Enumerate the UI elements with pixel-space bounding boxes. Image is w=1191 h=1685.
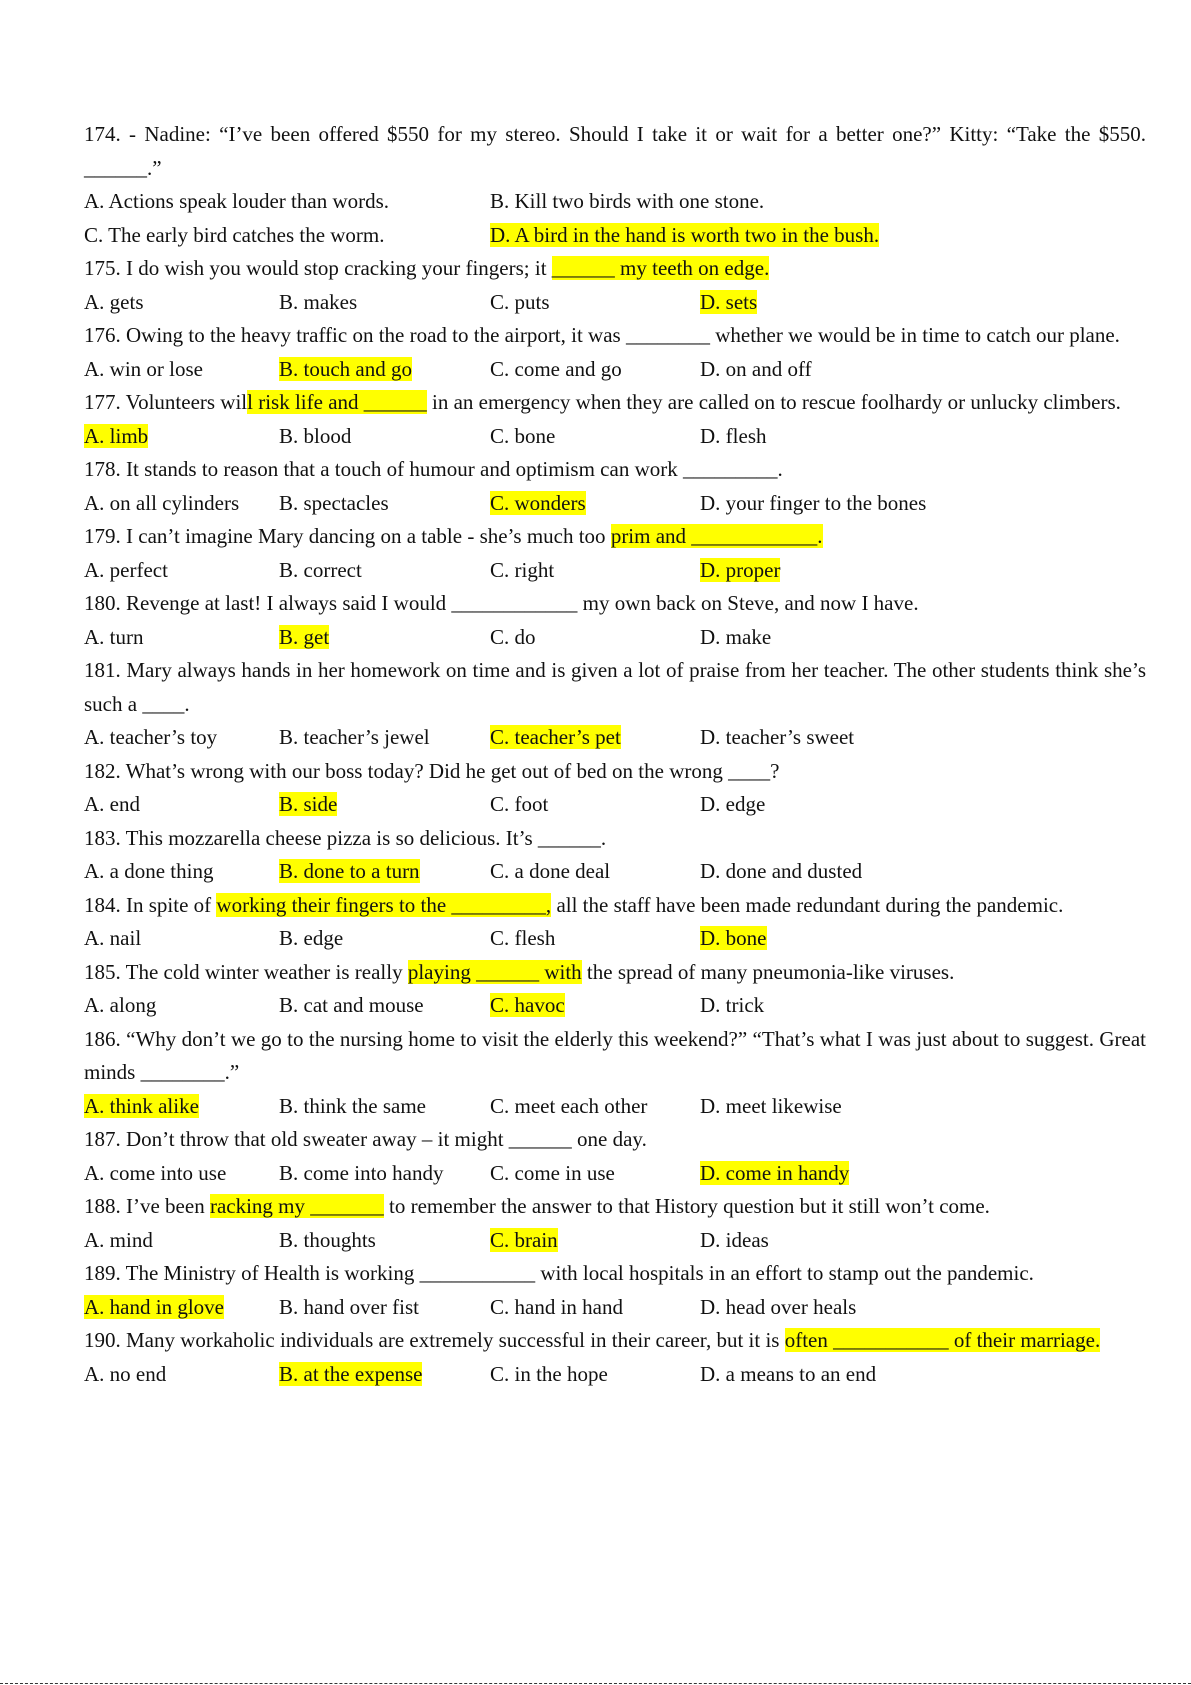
highlighted-phrase: playing ______ with — [407, 959, 582, 984]
option-d: D. edge — [700, 792, 766, 816]
option-d: D. your finger to the bones — [700, 490, 927, 515]
option-b-answer: B. side — [279, 792, 338, 816]
options-177 — [84, 420, 1146, 454]
option-c-answer: C. wonders — [490, 490, 586, 515]
option-d: D. ideas — [700, 1227, 769, 1252]
option-c: C. come in use — [490, 1160, 615, 1185]
worksheet-page — [84, 118, 1146, 1391]
option-b: B. spectacles — [279, 490, 389, 515]
options-190 — [84, 1358, 1146, 1392]
question-175 — [84, 252, 1146, 286]
highlighted-phrase: working their fingers to the _________, — [216, 892, 552, 917]
options-179 — [84, 554, 1146, 588]
highlighted-phrase: racking my _______ — [209, 1194, 384, 1218]
question-text: 183. This mozzarella cheese pizza is so delicious. It’s ______. — [84, 825, 607, 850]
option-a: A. on all cylinders — [84, 490, 240, 515]
question-text: 176. Owing to the heavy traffic on the road to the airport, it was ________ whether we would be in time to catch our plane. — [84, 323, 1120, 347]
option-d: D. head over heals — [700, 1294, 857, 1319]
option-c: C. flesh — [490, 926, 556, 950]
option-b: B. think the same — [279, 1093, 426, 1118]
options-187 — [84, 1157, 1146, 1191]
option-d: D. done and dusted — [700, 859, 863, 883]
option-d: D. flesh — [700, 423, 767, 448]
question-text-end: in an emergency when they are called on to rescue foolhardy or unlucky climbers. — [426, 390, 1121, 414]
option-a-answer: A. think alike — [84, 1093, 199, 1118]
question-text: 187. Don’t throw that old sweater away – it might ______ one day. — [84, 1127, 647, 1151]
option-a: A. turn — [84, 624, 144, 649]
option-a: A. perfect — [84, 557, 168, 582]
option-a: A. come into use — [84, 1160, 227, 1185]
option-a: A. gets — [84, 289, 144, 314]
option-b-answer: B. at the expense — [279, 1361, 423, 1386]
options-184 — [84, 922, 1146, 956]
question-text: 175. I do wish you would stop cracking your fingers; it — [84, 256, 552, 280]
option-c: C. right — [490, 557, 555, 582]
question-text: 178. It stands to reason that a touch of humour and optimism can work _________. — [84, 457, 783, 481]
option-b: B. thoughts — [279, 1227, 376, 1252]
option-a: A. nail — [84, 926, 142, 950]
option-d-answer: D. bone — [700, 926, 767, 950]
question-187 — [84, 1123, 1146, 1157]
option-c-answer: C. brain — [490, 1227, 558, 1252]
option-b: B. blood — [279, 423, 352, 448]
options-180 — [84, 621, 1146, 655]
question-176 — [84, 319, 1146, 353]
question-188 — [84, 1190, 1146, 1224]
option-c: C. puts — [490, 289, 550, 314]
option-d: D. trick — [700, 993, 765, 1017]
option-d: D. a means to an end — [700, 1361, 877, 1386]
question-184 — [84, 889, 1146, 923]
question-text: 179. I can’t imagine Mary dancing on a table - she’s much too — [84, 524, 611, 548]
option-d: D. teacher’s sweet — [700, 725, 855, 749]
option-b: B. teacher’s jewel — [279, 725, 430, 749]
options-182 — [84, 788, 1146, 822]
options-185 — [84, 989, 1146, 1023]
highlighted-phrase: often ___________ of their marriage. — [784, 1328, 1101, 1352]
question-186 — [84, 1023, 1146, 1090]
question-text: 174. - Nadine: “I’ve been offered $550 for my stereo. Should I take it or wait for a better one?” Kitty: “Take the $550. ______.” — [84, 122, 1146, 180]
question-text: 184. In spite of — [84, 892, 217, 917]
question-text: 182. What’s wrong with our boss today? Did he get out of bed on the wrong ____? — [84, 758, 780, 783]
question-text-end: all the staff have been made redundant during the pandemic. — [551, 892, 1064, 917]
question-text: 180. Revenge at last! I always said I would ____________ my own back on Steve, and now I have. — [84, 591, 919, 615]
question-181 — [84, 654, 1146, 721]
question-180 — [84, 587, 1146, 621]
option-c: C. meet each other — [490, 1093, 648, 1118]
option-b: B. makes — [279, 289, 358, 314]
question-178 — [84, 453, 1146, 487]
options-183 — [84, 855, 1146, 889]
option-b: B. come into handy — [279, 1160, 444, 1185]
option-c: C. come and go — [490, 356, 622, 381]
question-text: 188. I’ve been — [84, 1194, 210, 1218]
highlighted-phrase: l risk life and ______ — [247, 390, 427, 414]
options-175 — [84, 286, 1146, 320]
option-d-answer: D. sets — [700, 289, 758, 314]
option-b: B. cat and mouse — [279, 993, 424, 1017]
option-a: A. no end — [84, 1361, 167, 1386]
option-c-answer: C. teacher’s pet — [490, 725, 621, 749]
options-174 — [84, 185, 1146, 219]
question-183 — [84, 822, 1146, 856]
question-177 — [84, 386, 1146, 420]
option-b: B. hand over fist — [279, 1294, 419, 1319]
option-d: D. make — [700, 624, 772, 649]
option-c-answer: C. havoc — [490, 993, 565, 1017]
option-a: A. mind — [84, 1227, 153, 1252]
option-c: C. bone — [490, 423, 556, 448]
option-b-answer: B. done to a turn — [279, 859, 420, 883]
option-c: C. a done deal — [490, 859, 611, 883]
highlighted-phrase: ______ my teeth on edge. — [551, 256, 770, 280]
option-a: A. win or lose — [84, 356, 203, 381]
option-a-answer: A. limb — [84, 423, 149, 448]
options-189 — [84, 1291, 1146, 1325]
options-178 — [84, 487, 1146, 521]
option-a: A. Actions speak louder than words. — [84, 189, 390, 213]
option-d-answer: D. come in handy — [700, 1160, 850, 1185]
option-d: D. meet likewise — [700, 1093, 842, 1118]
option-c: C. hand in hand — [490, 1294, 623, 1319]
option-a-answer: A. hand in glove — [84, 1294, 224, 1319]
option-c: C. foot — [490, 792, 549, 816]
option-a: A. teacher’s toy — [84, 725, 218, 749]
question-text: 185. The cold winter weather is really — [84, 959, 408, 984]
options-174-cd — [84, 219, 1146, 253]
option-c: C. do — [490, 624, 536, 649]
question-185 — [84, 956, 1146, 990]
option-b-answer: B. touch and go — [279, 356, 412, 381]
question-text-end: the spread of many pneumonia-like viruses. — [581, 959, 955, 984]
options-188 — [84, 1224, 1146, 1258]
option-a: A. end — [84, 792, 140, 816]
question-text: 186. “Why don’t we go to the nursing home to visit the elderly this weekend?” “That’s what I was just about to suggest. Great minds ________.” — [84, 1026, 1146, 1084]
option-a: A. a done thing — [84, 859, 214, 883]
highlighted-phrase: prim and ____________. — [610, 524, 823, 548]
question-174 — [84, 118, 1146, 185]
question-text: 181. Mary always hands in her homework on time and is given a lot of praise from her teacher. The other students think she’s such a ____. — [84, 658, 1146, 716]
option-b: B. Kill two birds with one stone. — [490, 189, 765, 213]
question-179 — [84, 520, 1146, 554]
question-text: 189. The Ministry of Health is working ___________ with local hospitals in an effort to stamp out the pandemic. — [84, 1261, 1034, 1285]
option-d-answer: D. proper — [700, 557, 781, 582]
option-b: B. correct — [279, 557, 362, 582]
question-182 — [84, 755, 1146, 789]
option-c: C. in the hope — [490, 1361, 608, 1386]
page-bottom-rule — [0, 1683, 1191, 1684]
option-c: C. The early bird catches the worm. — [84, 222, 385, 247]
question-190 — [84, 1324, 1146, 1358]
options-181 — [84, 721, 1146, 755]
option-b: B. edge — [279, 926, 344, 950]
question-text-end: to remember the answer to that History question but it still won’t come. — [383, 1194, 990, 1218]
option-b-answer: B. get — [279, 624, 330, 649]
options-186 — [84, 1090, 1146, 1124]
question-189 — [84, 1257, 1146, 1291]
option-d-answer: D. A bird in the hand is worth two in the bush. — [490, 222, 880, 247]
options-176 — [84, 353, 1146, 387]
question-text: 177. Volunteers wil — [84, 390, 248, 414]
option-a: A. along — [84, 993, 157, 1017]
option-d: D. on and off — [700, 356, 812, 381]
question-text: 190. Many workaholic individuals are extremely successful in their career, but it is — [84, 1328, 785, 1352]
